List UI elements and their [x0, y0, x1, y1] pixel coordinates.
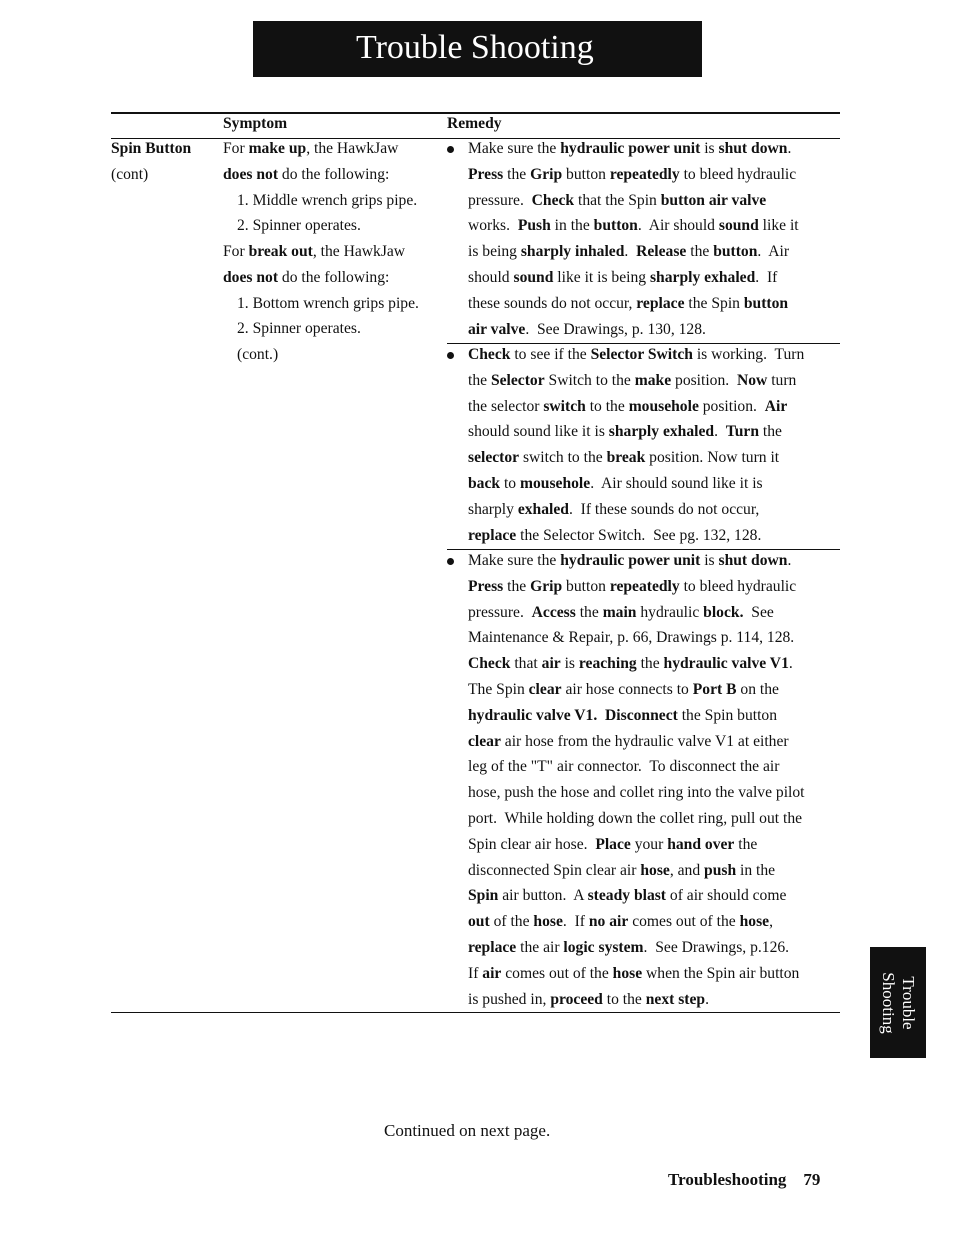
symptom-break-does-not: does not do the following:	[223, 269, 390, 286]
symptom-make-line: For make up, the HawkJaw	[223, 140, 399, 157]
symptom-make-does-not: does not do the following:	[223, 166, 390, 183]
remedy-2-text: Check to see if the Selector Switch is working. Turn the Selector Switch to the make position. Now turn the selector switch to the mousehole position. Air should sound like it is sharply exhaled. Turn the selector switch to the break position. Now turn it back to mousehole. Air should sound like it is sharply exhaled. If these sounds do not occur, replace the Selector Switch. See pg. 132, 128.	[468, 346, 805, 544]
page-title: Trouble Shooting	[253, 21, 702, 77]
remedy-1-text: Make sure the hydraulic power unit is shut down. Press the Grip button repeatedly to bleed hydraulic pressure. Check that the Spin button air valve works. Push in the button. Air should sound like it is being sharply inhaled. Release the button. Air should sound like it is being sharply exhaled. If these sounds do not occur, replace the Spin button air valve. See Drawings, p. 130, 128.	[468, 140, 799, 338]
footer-section: Troubleshooting	[668, 1170, 787, 1189]
page-footer	[668, 1169, 820, 1191]
remedy-2-bullet	[447, 352, 454, 359]
section-tab[interactable]	[870, 947, 926, 1058]
category-name: Spin Button	[111, 140, 192, 157]
page-number: 79	[803, 1170, 821, 1189]
section-tab-label: Trouble Shooting	[879, 971, 918, 1034]
symptom-cont-note: (cont.)	[237, 346, 279, 363]
category-cont: (cont)	[111, 166, 149, 183]
continued-note: Continued on next page.	[384, 1121, 551, 1140]
remedy-header: Remedy	[447, 115, 502, 132]
remedy-3-bullet	[447, 558, 454, 565]
symptom-break-step-1: 1. Bottom wrench grips pipe.	[237, 295, 419, 312]
symptom-break-step-2: 2. Spinner operates.	[237, 320, 361, 337]
symptom-break-line: For break out, the HawkJaw	[223, 243, 406, 260]
symptom-make-step-2: 2. Spinner operates.	[237, 217, 361, 234]
symptom-header: Symptom	[223, 115, 288, 132]
remedy-1-bullet	[447, 146, 454, 153]
symptom-make-step-1: 1. Middle wrench grips pipe.	[237, 192, 418, 209]
remedy-3-text: Make sure the hydraulic power unit is shut down. Press the Grip button repeatedly to bleed hydraulic pressure. Access the main hydraulic block. See Maintenance & Repair, p. 66, Drawings p. 114, 128. Check that air is reaching the hydraulic valve V1. The Spin clear air hose connects to Port B on the hydraulic valve V1. Disconnect the Spin button clear air hose from the hydraulic valve V1 at either leg of the "T" air connector. To disconnect the air hose, push the hose and collet ring into the valve pilot port. While holding down the collet ring, pull out the Spin clear air hose. Place your hand over the disconnected Spin clear air hose, and push in the Spin air button. A steady blast of air should come out of the hose. If no air comes out of the hose, replace the air logic system. See Drawings, p.126. If air comes out of the hose when the Spin air button is pushed in, proceed to the next step.	[468, 552, 805, 1008]
